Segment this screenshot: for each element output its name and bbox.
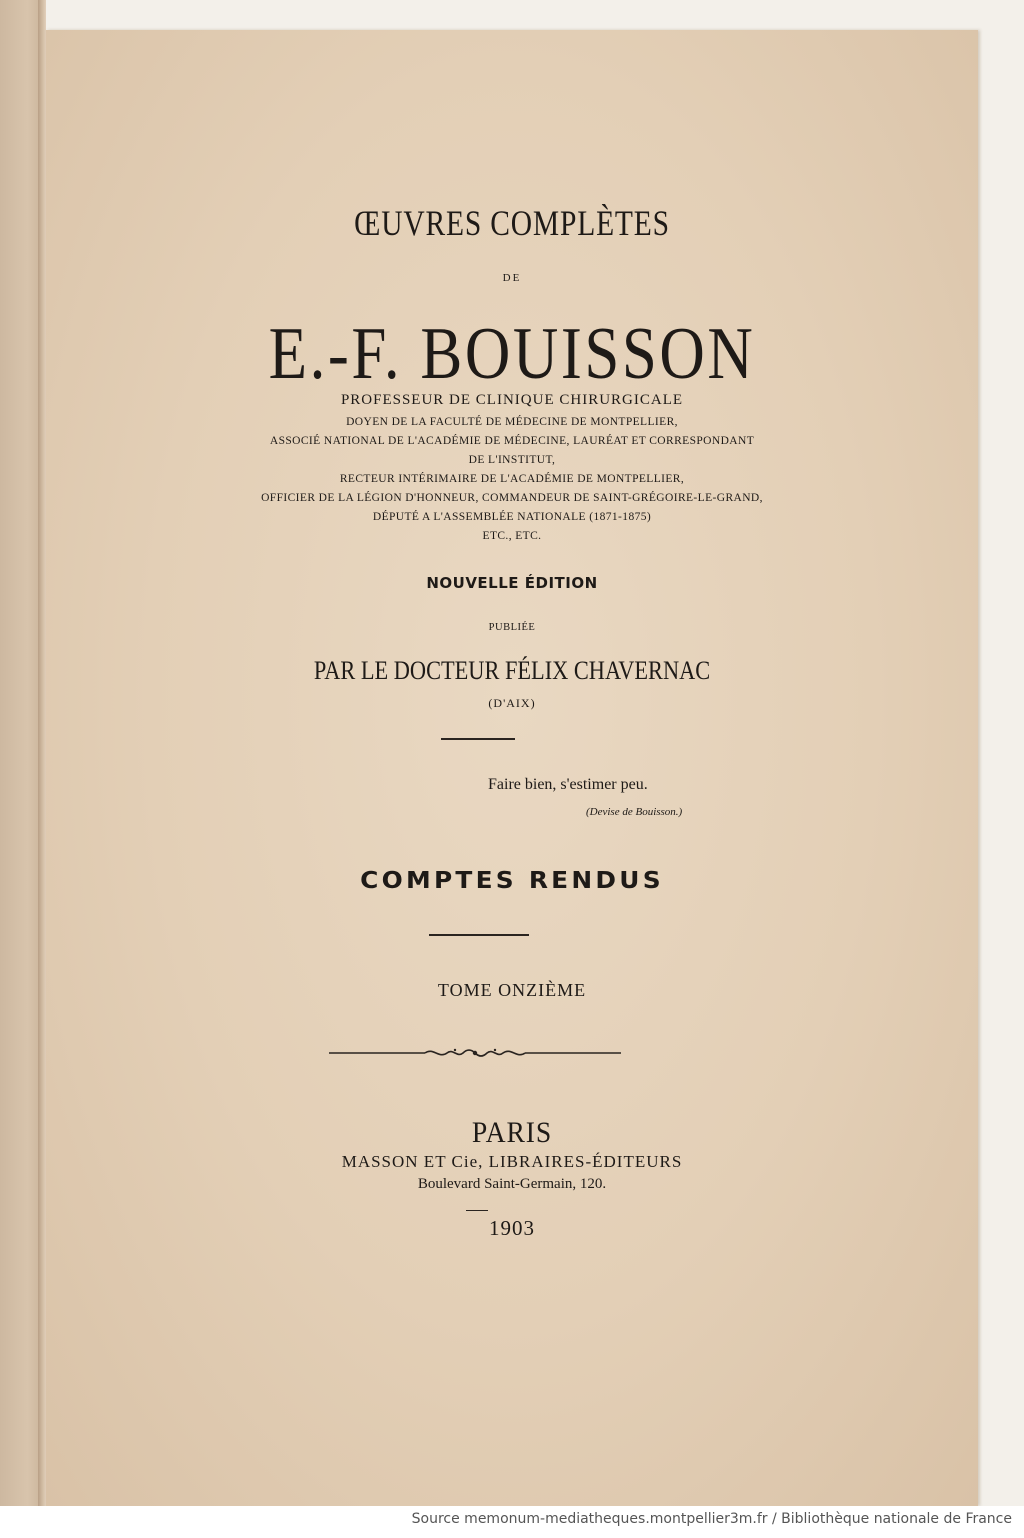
publication-year: 1903 xyxy=(489,1216,535,1240)
work-title: ŒUVRES COMPLÈTES xyxy=(354,203,670,243)
credential-line: DE L'INSTITUT, xyxy=(468,454,556,466)
editor-name: PAR LE DOCTEUR FÉLIX CHAVERNAC xyxy=(313,656,711,685)
volume-subject: COMPTES RENDUS xyxy=(360,868,664,894)
divider-rule xyxy=(466,1210,488,1211)
book-spine xyxy=(38,0,46,1506)
motto-text: Faire bien, s'estimer peu. xyxy=(488,776,648,793)
edition-label: NOUVELLE ÉDITION xyxy=(426,574,598,592)
title-page xyxy=(46,30,978,1506)
volume-number: TOME ONZIÈME xyxy=(437,980,587,1000)
title-preposition: DE xyxy=(502,272,522,284)
divider-rule xyxy=(441,738,515,740)
ornamental-divider-icon xyxy=(329,1043,621,1063)
editor-origin: (D'AIX) xyxy=(488,696,536,710)
divider-rule xyxy=(429,934,529,936)
publication-city: PARIS xyxy=(471,1116,553,1149)
motto-source: (Devise de Bouisson.) xyxy=(586,806,683,818)
source-attribution: Source memonum-mediatheques.montpellier3m.fr / Bibliothèque nationale de France xyxy=(411,1511,1012,1527)
author-position: PROFESSEUR DE CLINIQUE CHIRURGICALE xyxy=(340,392,684,408)
credential-line: DOYEN DE LA FACULTÉ DE MÉDECINE DE MONTPELLIER, xyxy=(346,416,678,428)
published-label: PUBLIÉE xyxy=(488,622,536,633)
credential-line: ETC., ETC. xyxy=(482,530,542,542)
credential-line: OFFICIER DE LA LÉGION D'HONNEUR, COMMANDEUR DE SAINT-GRÉGOIRE-LE-GRAND, xyxy=(261,492,763,504)
publisher-name: MASSON ET Cie, LIBRAIRES-ÉDITEURS xyxy=(341,1152,683,1171)
credential-line: RECTEUR INTÉRIMAIRE DE L'ACADÉMIE DE MONTPELLIER, xyxy=(339,473,685,485)
credential-line: ASSOCIÉ NATIONAL DE L'ACADÉMIE DE MÉDECINE, LAURÉAT ET CORRESPONDANT xyxy=(269,435,755,447)
publisher-address: Boulevard Saint-Germain, 120. xyxy=(417,1176,607,1192)
credential-line: DÉPUTÉ A L'ASSEMBLÉE NATIONALE (1871-1875) xyxy=(372,511,652,523)
author-name: E.-F. BOUISSON xyxy=(268,313,756,395)
